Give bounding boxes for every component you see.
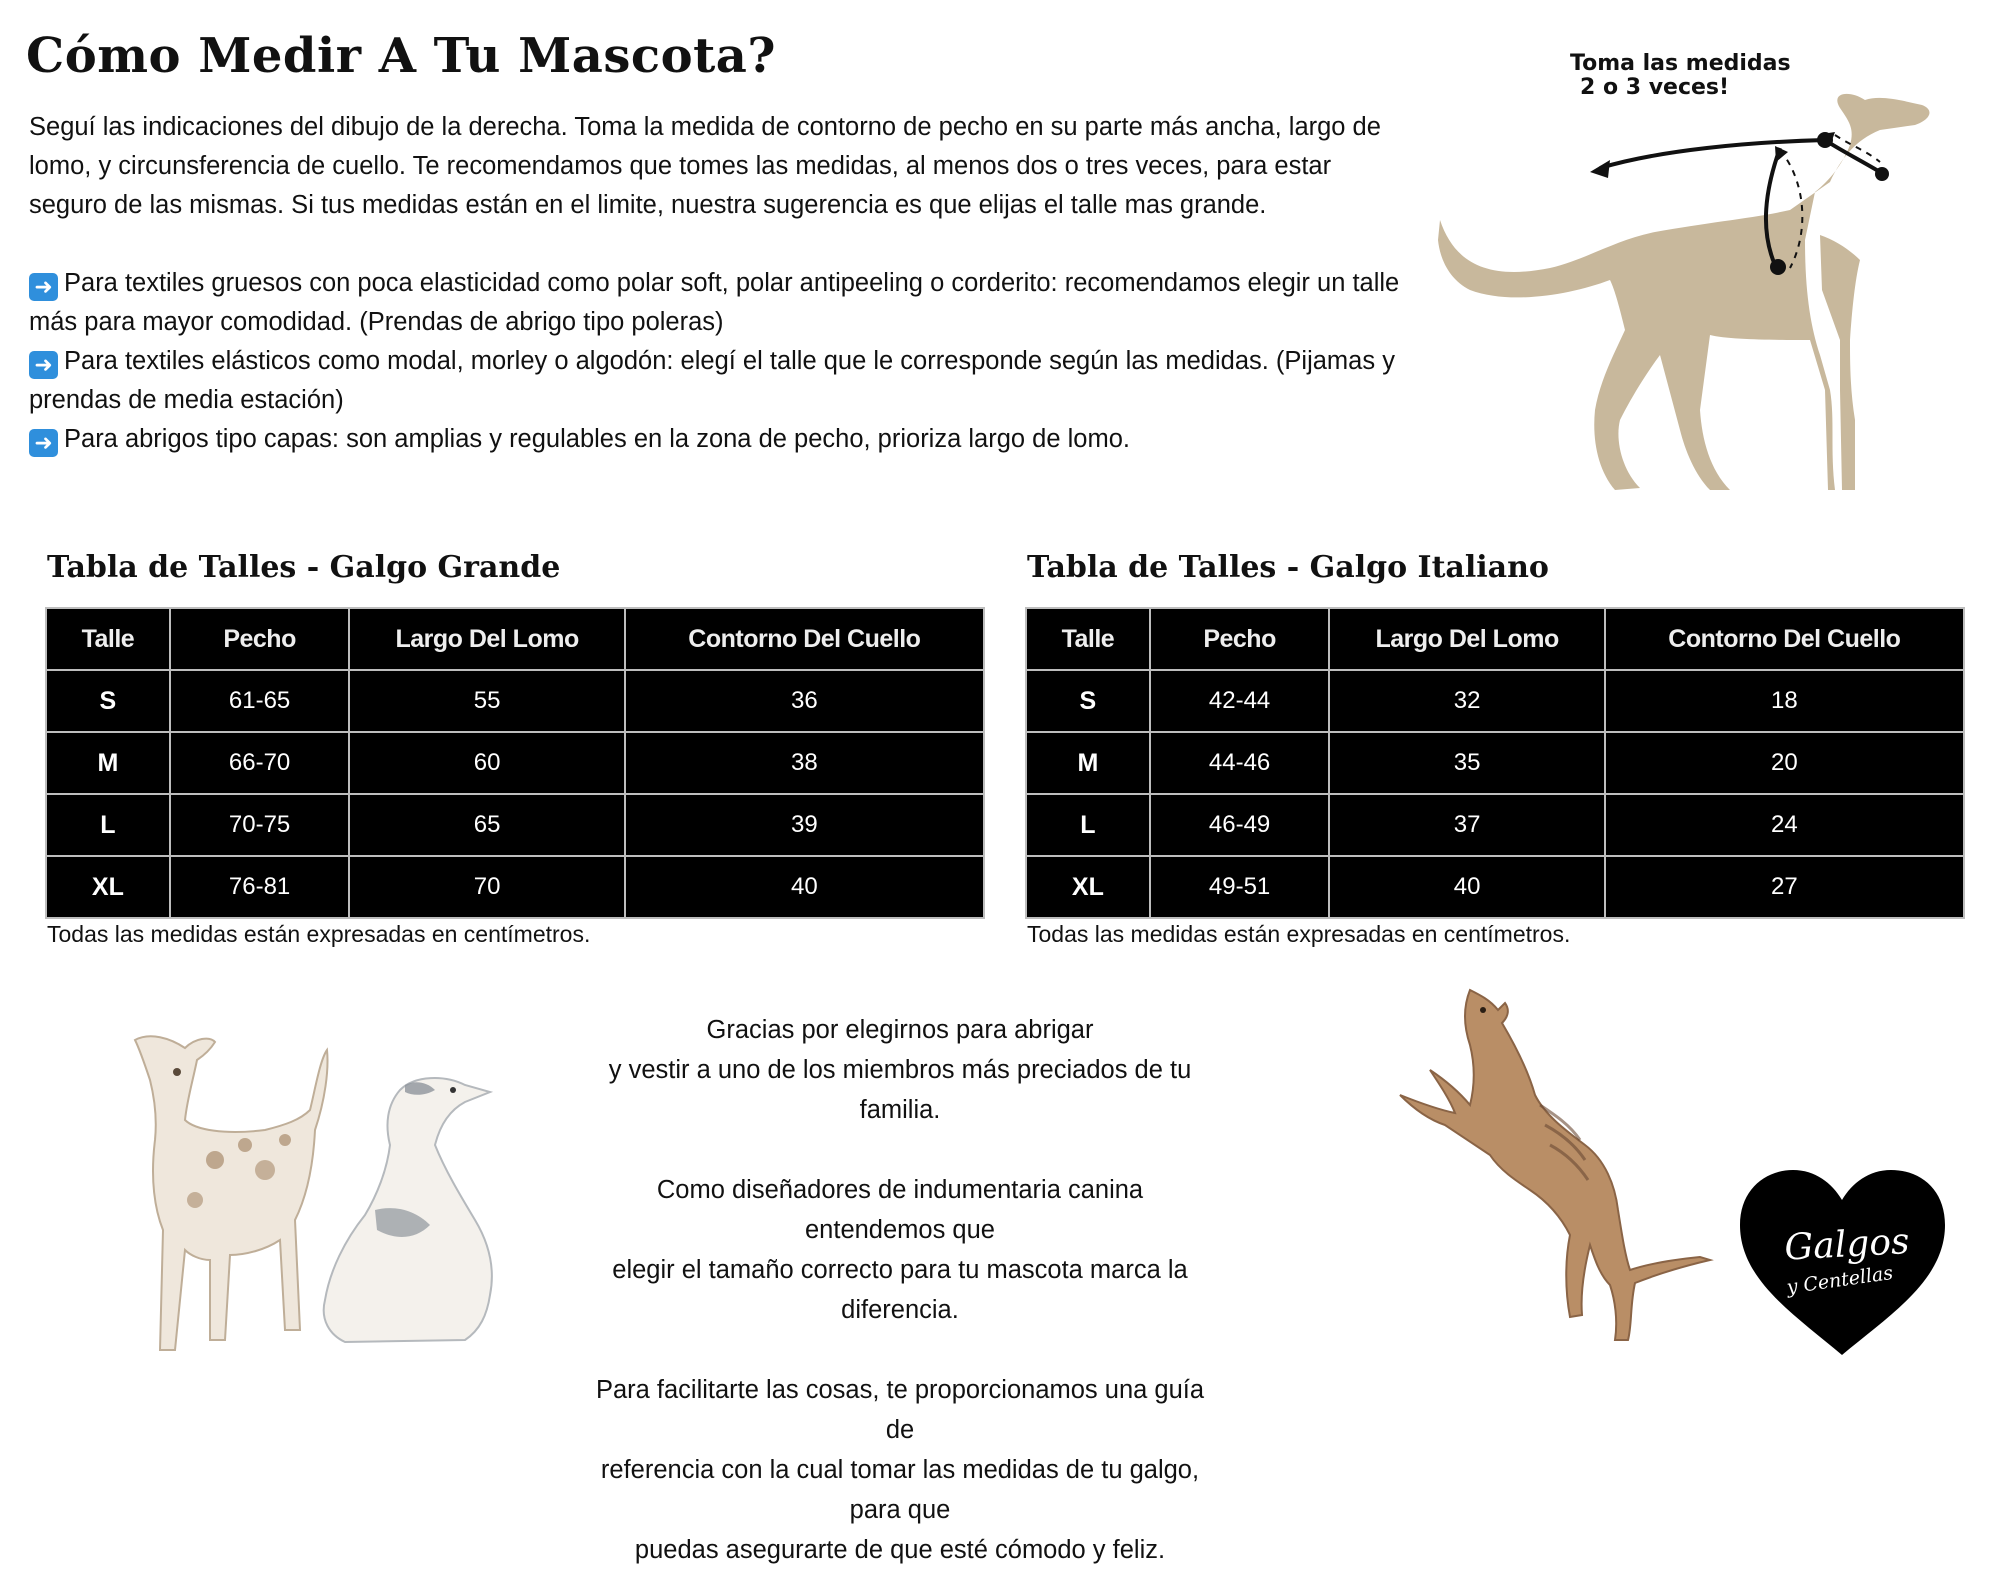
cell-contorno-cuello: 36 — [625, 670, 984, 732]
sitting-greyhound — [324, 1078, 492, 1342]
table-row — [46, 856, 984, 918]
cell-largo-lomo: 37 — [1329, 794, 1604, 856]
thanks-line: referencia con la cual tomar las medidas de tu galgo, para que — [600, 1456, 1200, 1524]
cell-pecho: 46-49 — [1150, 794, 1330, 856]
standing-greyhound — [135, 1036, 328, 1350]
thanks-line: Gracias por elegirnos para abrigar — [706, 1016, 1094, 1044]
thanks-line: y vestir a uno de los miembros más preciados de tu familia. — [608, 1056, 1192, 1124]
cell-largo-lomo: 70 — [349, 856, 624, 918]
tip-text: Para textiles elásticos como modal, morley o algodón: elegí el talle que le corresponde según las medidas. (Pijamas y prendas de media estación) — [29, 347, 1395, 414]
right-arrow-icon: ➜ — [29, 273, 58, 301]
cell-contorno-cuello: 27 — [1605, 856, 1964, 918]
cell-talle: L — [46, 794, 170, 856]
callout-line-2: 2 o 3 veces! — [1580, 75, 1730, 100]
thanks-message — [590, 1010, 1210, 1570]
cell-contorno-cuello: 38 — [625, 732, 984, 794]
cell-talle: S — [46, 670, 170, 732]
right-arrow-icon: ➜ — [29, 429, 58, 457]
back-length-arrow — [1600, 140, 1825, 168]
size-table — [45, 607, 985, 919]
cell-pecho: 44-46 — [1150, 732, 1330, 794]
cell-talle: XL — [1026, 856, 1150, 918]
thanks-line: puedas asegurarte de que esté cómodo y feliz. — [634, 1536, 1166, 1564]
table-row — [1026, 670, 1964, 732]
cell-contorno-cuello: 40 — [625, 856, 984, 918]
cell-contorno-cuello: 20 — [1605, 732, 1964, 794]
cell-largo-lomo: 40 — [1329, 856, 1604, 918]
size-table-italiano — [1025, 550, 1965, 948]
thanks-line: Para facilitarte las cosas, te proporcionamos una guía de — [595, 1376, 1205, 1444]
cell-talle: L — [1026, 794, 1150, 856]
cell-largo-lomo: 55 — [349, 670, 624, 732]
right-arrow-icon: ➜ — [29, 351, 58, 379]
header-contorno-cuello: Contorno Del Cuello — [1605, 608, 1964, 670]
table-title: Tabla de Talles - Galgo Italiano — [1027, 550, 1549, 585]
cell-largo-lomo: 35 — [1329, 732, 1604, 794]
measure-arrowheads — [1590, 132, 1835, 178]
tip-capes — [29, 420, 1409, 459]
cell-pecho: 76-81 — [170, 856, 350, 918]
header-contorno-cuello: Contorno Del Cuello — [625, 608, 984, 670]
callout-line-1: Toma las medidas — [1570, 51, 1791, 76]
cell-pecho: 70-75 — [170, 794, 350, 856]
cell-contorno-cuello: 24 — [1605, 794, 1964, 856]
size-table-grande — [45, 550, 985, 948]
logo-text-galgos: Galgos — [1783, 1221, 1911, 1269]
table-note: Todas las medidas están expresadas en centímetros. — [1027, 921, 1571, 947]
dog-silhouette — [1438, 94, 1929, 490]
header-talle: Talle — [46, 608, 170, 670]
cell-talle: S — [1026, 670, 1150, 732]
intro-text — [29, 108, 1409, 459]
cell-pecho: 66-70 — [170, 732, 350, 794]
cell-pecho: 49-51 — [1150, 856, 1330, 918]
table-row — [46, 794, 984, 856]
table-row — [1026, 732, 1964, 794]
table-title: Tabla de Talles - Galgo Grande — [47, 550, 561, 585]
header-talle: Talle — [1026, 608, 1150, 670]
tip-text: Para textiles gruesos con poca elasticidad como polar soft, polar antipeeling o corderito: recomendamos elegir un talle más para mayor comodidad. (Prendas de abrigo tipo poleras) — [29, 269, 1400, 336]
table-row — [1026, 794, 1964, 856]
cell-talle: XL — [46, 856, 170, 918]
size-table — [1025, 607, 1965, 919]
cell-pecho: 61-65 — [170, 670, 350, 732]
dog-measurement-diagram — [1410, 90, 1970, 530]
intro-paragraph: Seguí las indicaciones del dibujo de la derecha. Toma la medida de contorno de pecho en su parte más ancha, largo de lomo, y circunsferencia de cuello. Te recomendamos que tomes las medidas, al menos dos o tres veces, para estar seguro de las mismas. Si tus medidas están en el limite, nuestra sugerencia es que elijas el talle mas grande. — [29, 113, 1381, 219]
page-title: Cómo Medir A Tu Mascota? — [26, 28, 776, 84]
header-largo-lomo: Largo Del Lomo — [1329, 608, 1604, 670]
thanks-line: elegir el tamaño correcto para tu mascota marca la diferencia. — [612, 1256, 1188, 1324]
cell-talle: M — [46, 732, 170, 794]
thanks-line: Como diseñadores de indumentaria canina entendemos que — [656, 1176, 1144, 1244]
sitting-greyhounds-illustration — [115, 1030, 575, 1370]
table-note: Todas las medidas están expresadas en centímetros. — [47, 921, 591, 947]
header-largo-lomo: Largo Del Lomo — [349, 608, 624, 670]
cell-contorno-cuello: 18 — [1605, 670, 1964, 732]
header-pecho: Pecho — [1150, 608, 1330, 670]
cell-largo-lomo: 60 — [349, 732, 624, 794]
logo-text-centellas: y Centellas — [1785, 1261, 1895, 1299]
cell-largo-lomo: 32 — [1329, 670, 1604, 732]
table-row — [46, 732, 984, 794]
brand-logo — [1735, 1165, 1950, 1360]
cell-talle: M — [1026, 732, 1150, 794]
table-header-row — [46, 608, 984, 670]
table-header-row — [1026, 608, 1964, 670]
tip-elastic-textiles — [29, 342, 1409, 420]
tip-text: Para abrigos tipo capas: son amplias y regulables en la zona de pecho, prioriza largo de lomo. — [64, 425, 1130, 453]
tip-thick-textiles — [29, 264, 1409, 342]
cell-pecho: 42-44 — [1150, 670, 1330, 732]
cell-largo-lomo: 65 — [349, 794, 624, 856]
header-pecho: Pecho — [170, 608, 350, 670]
jumping-greyhound-illustration — [1370, 985, 1780, 1345]
table-row — [1026, 856, 1964, 918]
table-row — [46, 670, 984, 732]
cell-contorno-cuello: 39 — [625, 794, 984, 856]
